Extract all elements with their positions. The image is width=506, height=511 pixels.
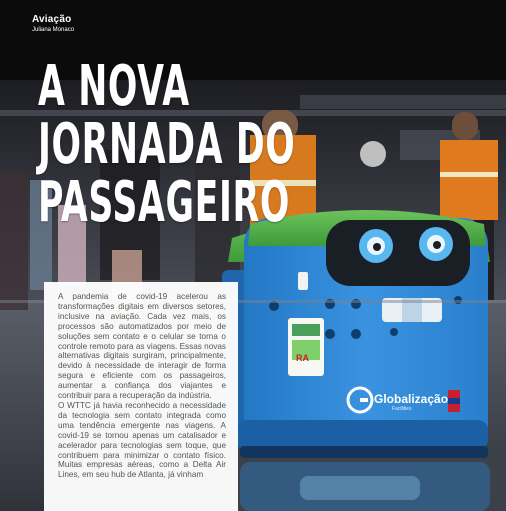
robot-brand-sub: Facilities <box>392 406 412 412</box>
article-paragraph-1: A pandemia de covid-19 acelerou as transformações digitais em diversos setores, inclusive na aviação. Cada vez mais, os processos são automatizados por meio de soluções sem contato e o celular se torna o controle remoto para as viagens. Essas novas alternativas digitais surgiram, principalmente, devido à necessidade de interagir de forma segura e eficiente com os passageiros, aumentar a confiança dos viajantes e contribuir para a recuperação da indústria. <box>58 292 226 401</box>
robot-eye-right-icon <box>419 227 453 261</box>
author-name: Juliana Monaco <box>32 27 75 33</box>
robot-eye-left-icon <box>359 229 393 263</box>
wall-clock <box>360 141 386 167</box>
article-paragraph-2: O WTTC já havia reconhecido a necessidade da tecnologia sem contato integrada como uma tendência emergente nas viagens. A covid-19 se tornou apenas um catalisador e acelerador para tecnologias sem toque, que contribuem para minimizar o contato físico. Muitas empresas aéreas, como a Delta Air Lines, em seu hub de Atlanta, já vinham <box>58 400 226 480</box>
section-tag: Aviação <box>32 14 72 25</box>
article-body <box>44 282 238 511</box>
robot-badge-text: RA <box>296 353 309 363</box>
page-title <box>38 54 296 235</box>
cleaning-robot <box>222 210 490 511</box>
robot-brand-label: Globalização <box>374 392 449 406</box>
title-line-3: PASSAGEIRO <box>38 170 291 235</box>
title-line-1: A NOVA <box>38 54 190 119</box>
title-line-2: JORNADA DO <box>38 112 296 177</box>
